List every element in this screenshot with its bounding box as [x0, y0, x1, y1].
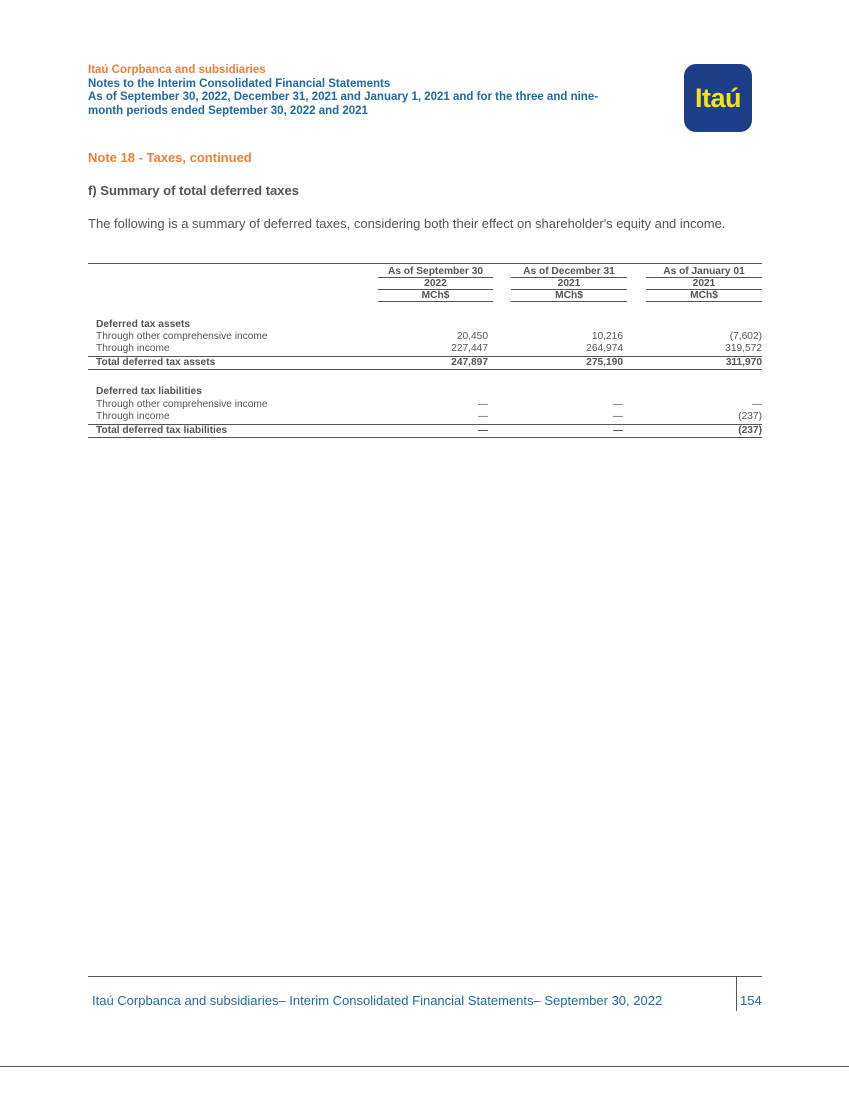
column-year: 2021 — [646, 278, 762, 290]
row-label: Through other comprehensive income — [96, 399, 268, 410]
total-value: 311,970 — [725, 357, 762, 368]
table-top-rule — [88, 263, 762, 264]
row-value: — — [477, 411, 488, 422]
row-value: (237) — [738, 411, 762, 422]
total-value: (237) — [738, 425, 762, 436]
row-label: Through income — [96, 343, 170, 354]
row-value: 264,974 — [586, 343, 623, 354]
note-title: Note 18 - Taxes, continued — [88, 150, 252, 165]
column-date: As of December 31 — [511, 266, 627, 278]
footer-rule — [88, 976, 762, 977]
liabilities-total-row — [88, 424, 762, 438]
notes-title: Notes to the Interim Consolidated Financial Statements — [88, 77, 391, 90]
total-value: 275,190 — [586, 357, 623, 368]
page-bottom-rule — [0, 1066, 849, 1067]
column-unit: MCh$ — [378, 290, 493, 302]
intro-paragraph: The following is a summary of deferred taxes, considering both their effect on shareholder's equity and income. — [88, 216, 726, 231]
assets-heading-row — [88, 319, 762, 331]
column-header — [646, 266, 762, 302]
row-value: — — [612, 399, 623, 410]
company-name: Itaú Corpbanca and subsidiaries — [88, 64, 266, 76]
liabilities-heading: Deferred tax liabilities — [96, 386, 202, 397]
column-date: As of January 01 — [646, 266, 762, 278]
row-value: 227,447 — [451, 343, 488, 354]
period-line-1: As of September 30, 2022, December 31, 2021 and January 1, 2021 and for the three and nine- — [88, 91, 599, 103]
logo-text: Itaú — [694, 82, 741, 113]
period-line-2: month periods ended September 30, 2022 and 2021 — [88, 104, 368, 117]
footer-divider — [736, 977, 737, 1011]
document-header — [88, 64, 658, 118]
row-value: — — [612, 411, 623, 422]
column-unit: MCh$ — [646, 290, 762, 302]
assets-heading: Deferred tax assets — [96, 319, 191, 330]
liabilities-heading-row — [88, 386, 762, 398]
assets-total-row — [88, 356, 762, 370]
page-number: 154 — [740, 993, 762, 1008]
itau-logo — [684, 64, 752, 132]
table-row — [88, 399, 762, 411]
total-label: Total deferred tax liabilities — [96, 425, 228, 436]
total-value: 247,897 — [451, 357, 488, 368]
row-value: (7,602) — [729, 331, 762, 342]
column-year: 2022 — [378, 278, 493, 290]
column-unit: MCh$ — [511, 290, 627, 302]
total-value: — — [477, 425, 488, 436]
column-header — [378, 266, 493, 302]
row-value: — — [751, 399, 762, 410]
section-title: f) Summary of total deferred taxes — [88, 183, 299, 198]
table-row — [88, 343, 762, 355]
total-label: Total deferred tax assets — [96, 357, 216, 368]
row-value: 20,450 — [456, 331, 488, 342]
row-value: — — [477, 399, 488, 410]
row-label: Through other comprehensive income — [96, 331, 268, 342]
column-date: As of September 30 — [378, 266, 493, 278]
table-row — [88, 331, 762, 343]
table-row — [88, 411, 762, 423]
column-header — [511, 266, 627, 302]
row-value: 10,216 — [591, 331, 623, 342]
column-year: 2021 — [511, 278, 627, 290]
footer-text: Itaú Corpbanca and subsidiaries– Interim Consolidated Financial Statements– September 30, 2022 — [92, 993, 663, 1008]
row-value: 319,572 — [725, 343, 762, 354]
row-label: Through income — [96, 411, 170, 422]
total-value: — — [612, 425, 623, 436]
